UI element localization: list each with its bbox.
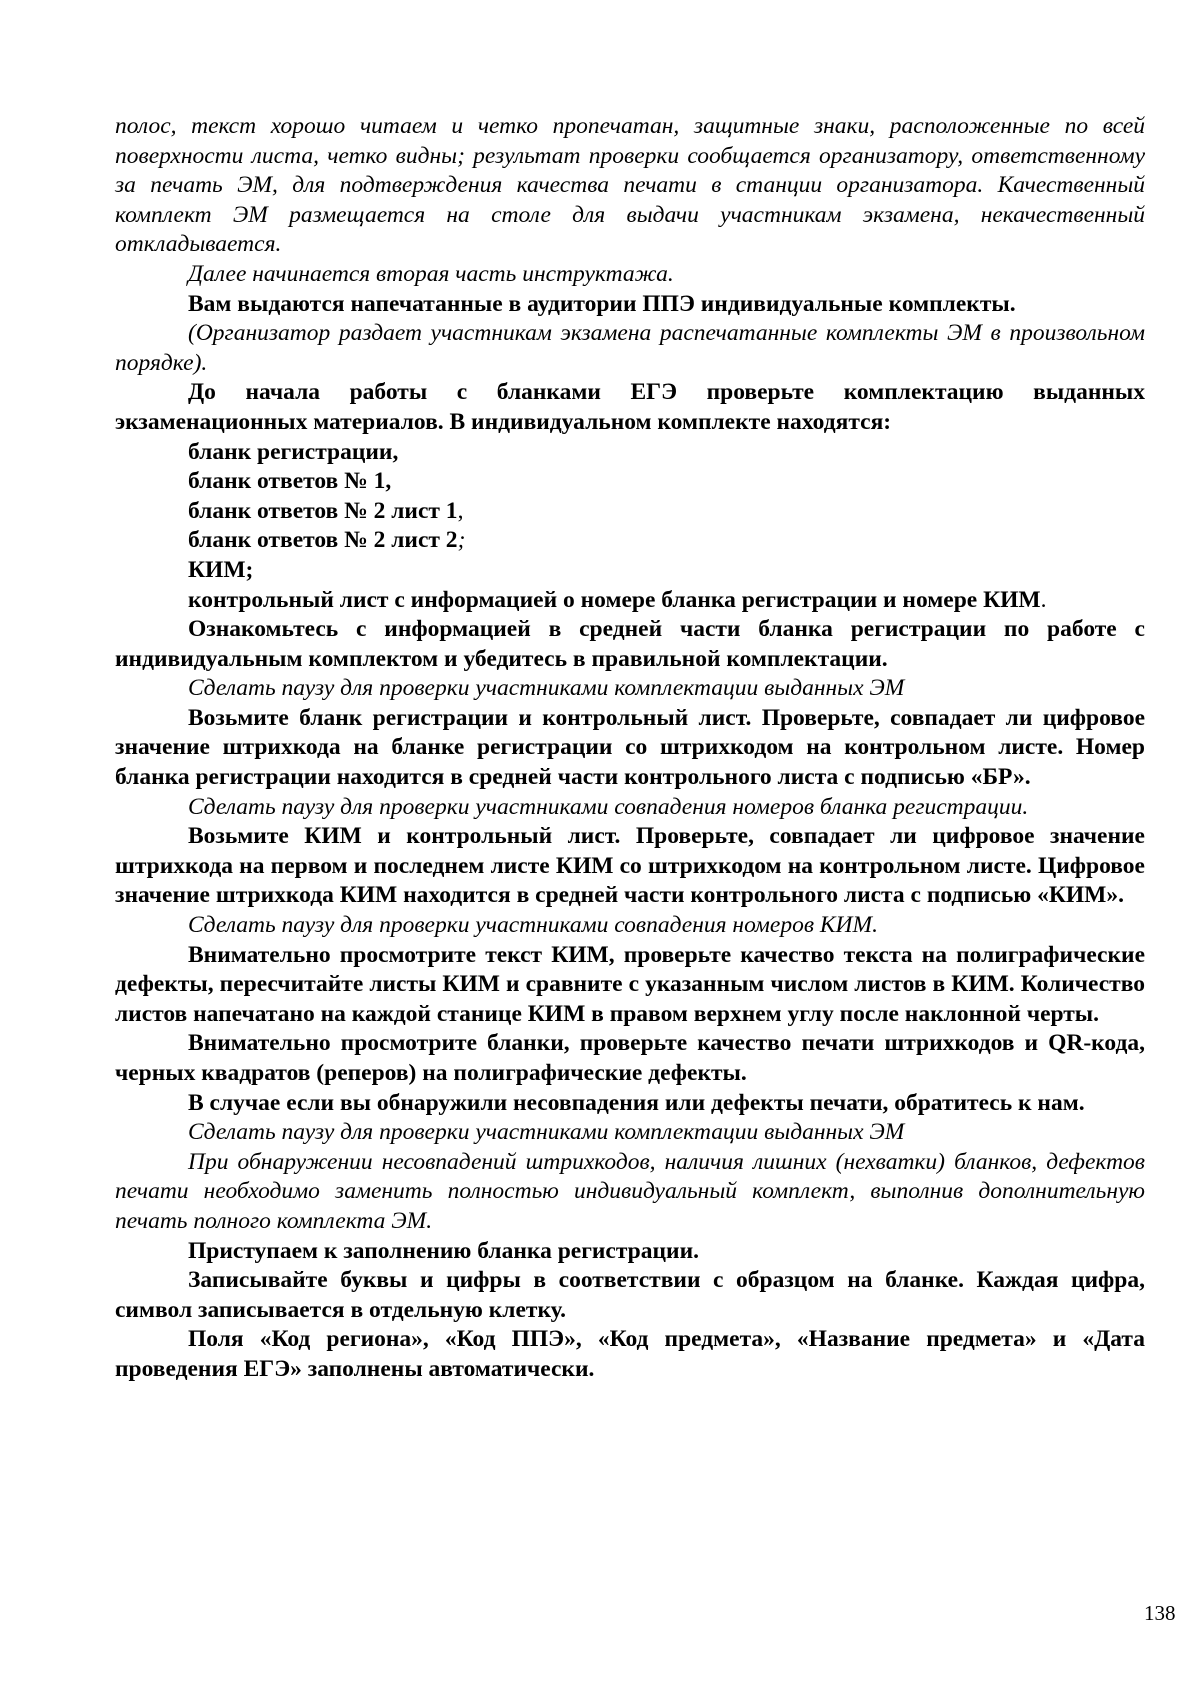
kit-contents-list xyxy=(115,438,1145,586)
paragraph-check-kim: Возьмите КИМ и контрольный лист. Проверьте, совпадает ли цифровое значение штрихкода на первом и последнем листе КИМ со штрихкодом на контрольном листе. Цифровое значение штрихкода КИМ находится в средней части контрольного листа с подписью «КИМ». xyxy=(115,823,1145,909)
paragraph-check-completeness: До начала работы с бланками ЕГЭ проверьте комплектацию выданных экзаменационных материалов. В индивидуальном комплекте находятся: xyxy=(115,379,1145,435)
list-item: бланк ответов № 2 лист 1, xyxy=(188,497,464,524)
paragraph-review-kim-text: Внимательно просмотрите текст КИМ, проверьте качество текста на полиграфические дефекты, пересчитайте листы КИМ и сравните с указанным числом листов в КИМ. Количество листов напечатано на каждой станице КИМ в правом верхнем углу после наклонной черты. xyxy=(115,941,1145,1027)
paragraph-auto-fields: Поля «Код региона», «Код ППЭ», «Код предмета», «Название предмета» и «Дата проведения ЕГЭ» заполнены автоматически. xyxy=(115,1326,1145,1382)
document-page xyxy=(115,112,1145,1385)
paragraph-report-defects: В случае если вы обнаружили несовпадения или дефекты печати, обратитесь к нам. xyxy=(188,1089,1085,1116)
list-item: бланк регистрации, xyxy=(188,438,399,465)
paragraph-pause-kim: Сделать паузу для проверки участниками совпадения номеров КИМ. xyxy=(188,912,878,939)
paragraph-write-letters: Записывайте буквы и цифры в соответствии с образцом на бланке. Каждая цифра, символ записывается в отдельную клетку. xyxy=(115,1267,1145,1323)
paragraph-organizer-distributes: (Организатор раздает участникам экзамена распечатанные комплекты ЭМ в произвольном порядке). xyxy=(115,320,1145,376)
page-number: 138 xyxy=(1144,1601,1176,1625)
paragraph-pause-kit-check-2: Сделать паузу для проверки участниками комплектации выданных ЭМ xyxy=(188,1119,905,1146)
paragraph-pause-registration: Сделать паузу для проверки участниками совпадения номеров бланка регистрации. xyxy=(188,793,1029,820)
list-item: КИМ; xyxy=(188,556,254,583)
list-item: бланк ответов № 2 лист 2; xyxy=(188,527,466,554)
paragraph-second-part: Далее начинается вторая часть инструктажа. xyxy=(188,260,674,287)
paragraph-start-filling: Приступаем к заполнению бланка регистрации. xyxy=(188,1237,699,1264)
paragraph-check-registration-form: Возьмите бланк регистрации и контрольный лист. Проверьте, совпадает ли цифровое значение штрихкода на бланке регистрации со штрихкодом на контрольном листе. Номер бланка регистрации находится в средней части контрольного листа с подписью «БР». xyxy=(115,704,1145,791)
paragraph-read-info: Ознакомьтесь с информацией в средней части бланка регистрации по работе с индивидуальным комплектом и убедитесь в правильной комплектации. xyxy=(115,616,1145,672)
paragraph-replace-kit: При обнаружении несовпадений штрихкодов, наличия лишних (нехватки) бланков, дефектов печати необходимо заменить полностью индивидуальный комплект, выполнив дополнительную печать полного комплекта ЭМ. xyxy=(115,1148,1145,1234)
paragraph-control-sheet: контрольный лист с информацией о номере бланка регистрации и номере КИМ. xyxy=(188,586,1047,613)
paragraph-print-check: полос, текст хорошо читаем и четко пропечатан, защитные знаки, расположенные по всей поверхности листа, четко видны; результат проверки сообщается организатору, ответственному за печать ЭМ, для подтверждения качества печати в станции организатора. Качественный комплект ЭМ размещается на столе для выдачи участникам экзамена, некачественный откладывается. xyxy=(115,113,1145,258)
paragraph-kits-issued: Вам выдаются напечатанные в аудитории ППЭ индивидуальные комплекты. xyxy=(188,290,1016,317)
paragraph-review-forms: Внимательно просмотрите бланки, проверьте качество печати штрихкодов и QR-кода, черных квадратов (реперов) на полиграфические дефекты. xyxy=(115,1030,1145,1086)
paragraph-pause-kit-check: Сделать паузу для проверки участниками комплектации выданных ЭМ xyxy=(188,675,905,702)
list-item: бланк ответов № 1, xyxy=(188,468,392,495)
